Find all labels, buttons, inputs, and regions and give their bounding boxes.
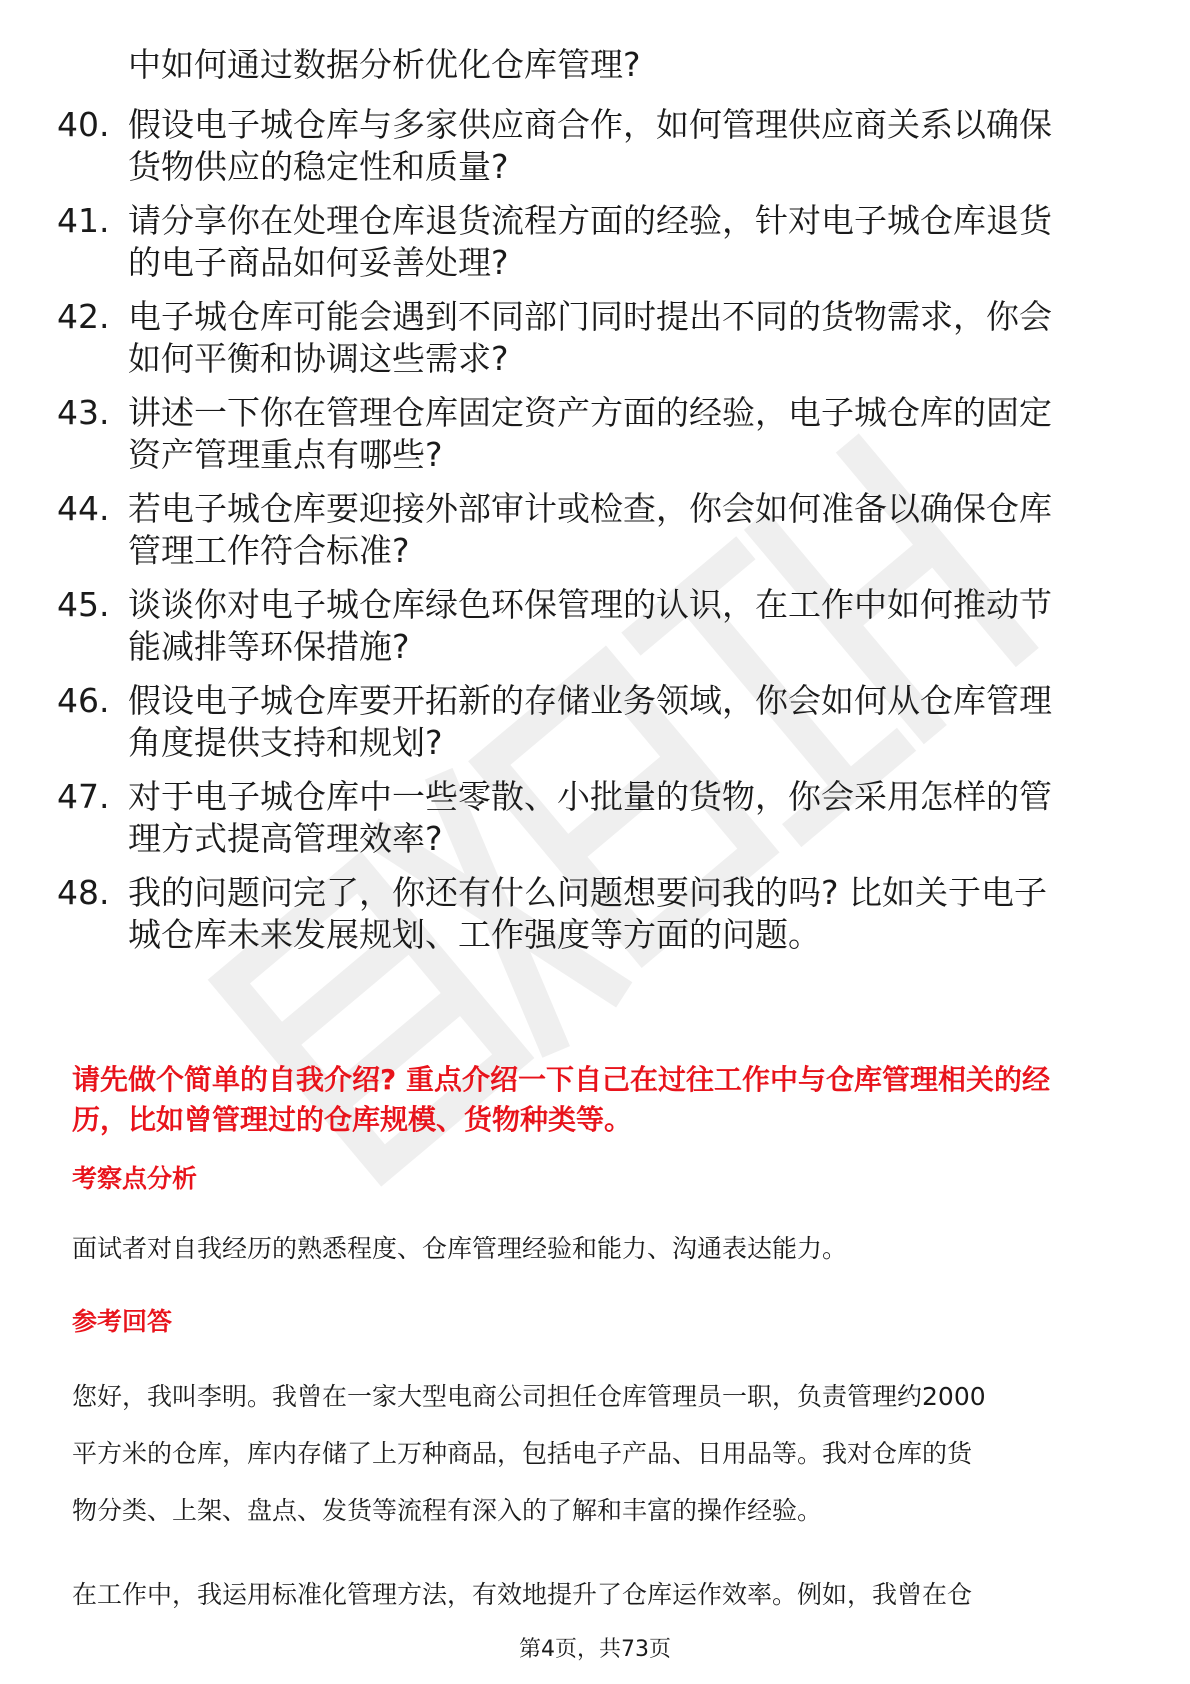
question-line: 假设电子城仓库要开拓新的存储业务领域，你会如何从仓库管理 [128, 681, 1052, 720]
question-number: 44. [57, 489, 110, 528]
question-line: 的电子商品如何妥善处理? [128, 243, 509, 282]
question-text [128, 872, 1138, 956]
question-text [128, 200, 1138, 284]
question-line: 角度提供支持和规划? [128, 723, 443, 762]
question-line: 对于电子城仓库中一些零散、小批量的货物，你会采用怎样的管 [128, 777, 1052, 816]
question-number: 43. [57, 393, 110, 432]
reference-heading: 参考回答 [72, 1307, 173, 1336]
question-line: 请分享你在处理仓库退货流程方面的经验，针对电子城仓库退货 [128, 201, 1052, 240]
question-line: 谈谈你对电子城仓库绿色环保管理的认识，在工作中如何推动节 [128, 585, 1052, 624]
question-number: 40. [57, 105, 110, 144]
question-line: 假设电子城仓库与多家供应商合作，如何管理供应商关系以确保 [128, 105, 1052, 144]
answer-line: 在工作中，我运用标准化管理方法，有效地提升了仓库运作效率。例如，我曾在仓 [72, 1580, 973, 1609]
highlight-question [72, 1060, 1050, 1140]
answer-line: 您好，我叫李明。我曾在一家大型电商公司担任仓库管理员一职，负责管理约2000 [72, 1382, 986, 1411]
analysis-heading: 考察点分析 [72, 1164, 198, 1193]
highlight-question-line: 请先做个简单的自我介绍? 重点介绍一下自己在过往工作中与仓库管理相关的经 [72, 1063, 1050, 1096]
question-line: 资产管理重点有哪些? [128, 435, 443, 474]
question-line: 电子城仓库可能会遇到不同部门同时提出不同的货物需求，你会 [128, 297, 1052, 336]
page-footer: 第4页，共73页 [519, 1637, 671, 1662]
question-text [128, 776, 1138, 860]
question-text [128, 296, 1138, 380]
question-line: 管理工作符合标准? [128, 531, 410, 570]
question-line: 如何平衡和协调这些需求? [128, 339, 509, 378]
question-text [128, 584, 1138, 668]
question-line: 讲述一下你在管理仓库固定资产方面的经验，电子城仓库的固定 [128, 393, 1052, 432]
question-number: 45. [57, 585, 110, 624]
question-line: 城仓库未来发展规划、工作强度等方面的问题。 [128, 915, 821, 954]
answer-line: 物分类、上架、盘点、发货等流程有深入的了解和丰富的操作经验。 [72, 1496, 823, 1525]
question-text [128, 104, 1138, 188]
answer-line: 平方米的仓库，库内存储了上万种商品，包括电子产品、日用品等。我对仓库的货 [72, 1439, 973, 1468]
question-line: 能减排等环保措施? [128, 627, 410, 666]
question-line: 货物供应的稳定性和质量? [128, 147, 509, 186]
highlight-question-line: 历，比如曾管理过的仓库规模、货物种类等。 [72, 1103, 633, 1136]
question-line: 理方式提高管理效率? [128, 819, 443, 858]
question-text [128, 488, 1138, 572]
question-number: 47. [57, 777, 110, 816]
question-text [128, 680, 1138, 764]
question-number: 46. [57, 681, 110, 720]
question-line: 若电子城仓库要迎接外部审计或检查，你会如何准备以确保仓库 [128, 489, 1052, 528]
question-continuation: 中如何通过数据分析优化仓库管理? [128, 45, 641, 84]
question-number: 41. [57, 201, 110, 240]
question-number: 42. [57, 297, 110, 336]
question-line: 我的问题问完了，你还有什么问题想要问我的吗? 比如关于电子 [128, 873, 1048, 912]
question-number: 48. [57, 873, 110, 912]
question-text [128, 392, 1138, 476]
analysis-text: 面试者对自我经历的熟悉程度、仓库管理经验和能力、沟通表达能力。 [72, 1234, 848, 1263]
